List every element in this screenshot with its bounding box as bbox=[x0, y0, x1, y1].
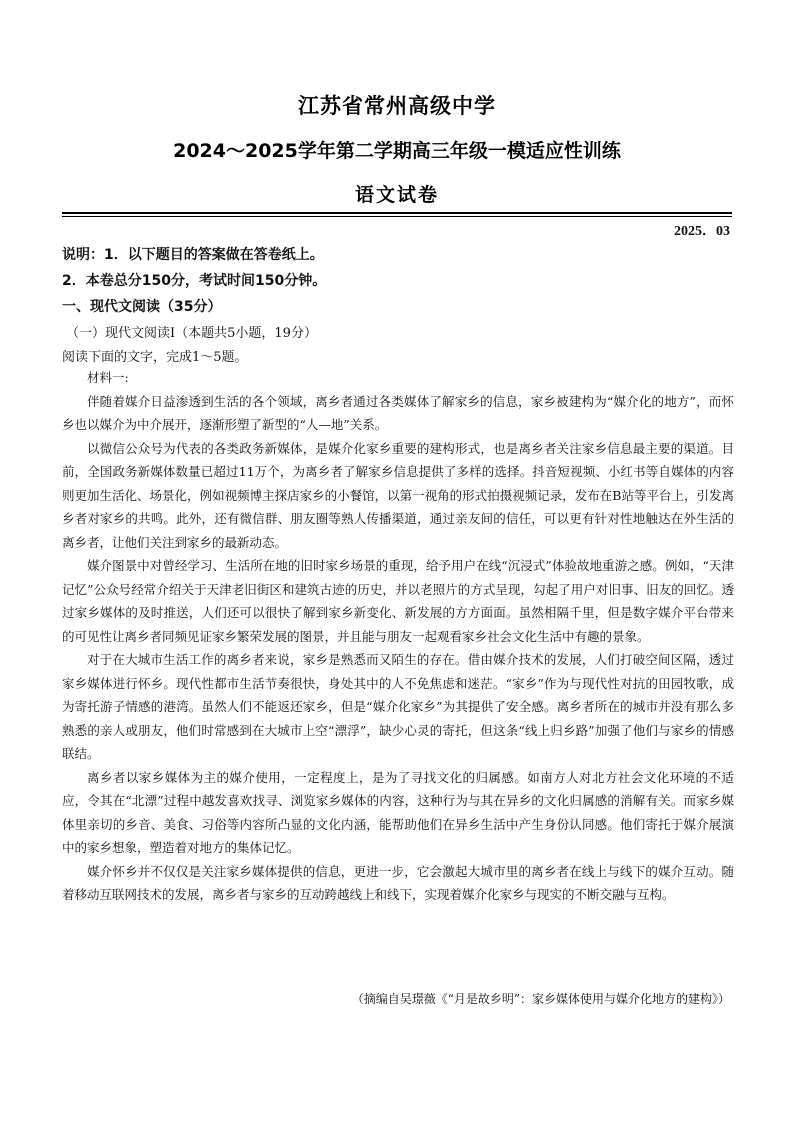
header-rule-thin bbox=[62, 216, 732, 217]
exam-date: 2025．03 bbox=[674, 224, 730, 239]
paragraph: 对于在大城市生活工作的离乡者来说，家乡是熟悉而又陌生的存在。借由媒介技术的发展，人们打破空间区隔，透过家乡媒体进行怀乡。现代性都市生活节奏很快，身处其中的人不免焦虑和迷茫。“家乡”作为与现代性对抗的田园牧歌，成为寄托游子情感的港湾。虽然人们不能返还家乡，但是“媒介化家乡”为其提供了安全感。离乡者所在的城市并没有那么多熟悉的亲人或朋友，他们时常感到在大城市上空“漂浮”，缺少心灵的寄托，但这条“线上归乡路”加强了他们与家乡的情感联结。 bbox=[62, 652, 734, 761]
subsection-title: （一）现代文阅读Ⅰ（本题共5小题，19分） bbox=[66, 326, 317, 341]
material-one bbox=[62, 366, 734, 907]
paragraph: 媒介图景中对曾经学习、生活所在地的旧时家乡场景的重现，给予用户在线“沉浸式”体验故地重游之感。例如，“天津记忆”公众号经常介绍关于天津老旧街区和建筑古迹的历史，并以老照片的方式呈现，勾起了用户对旧事、旧友的回忆。透过家乡媒体的及时推送，人们还可以很快了解到家乡新变化、新发展的方方面面。虽然相隔千里，但是数字媒介平台带来的可见性让离乡者同频见证家乡繁荣发展的图景，并且能与朋友一起观看家乡社会文化生活中有趣的景象。 bbox=[62, 558, 734, 644]
section-title: 一、现代文阅读（35分） bbox=[62, 299, 222, 315]
paragraph: 媒介怀乡并不仅仅是关注家乡媒体提供的信息，更进一步，它会激起大城市里的离乡者在线上与线下的媒介互动。随着移动互联网技术的发展，离乡者与家乡的互动跨越线上和线下，实现着媒介化家乡与现实的不断交融与互构。 bbox=[62, 863, 734, 902]
paragraph: 离乡者以家乡媒体为主的媒介使用，一定程度上，是为了寻找文化的归属感。如南方人对北方社会文化环境的不适应，令其在“北漂”过程中越发喜欢找寻、浏览家乡媒体的内容，这种行为与其在异乡的文化归属感的消解有关。而家乡媒体里亲切的乡音、美食、习俗等内容所凸显的文化内涵，能帮助他们在异乡生活中产生身份认同感。他们寄托于媒介展演中的家乡想象，塑造着对地方的集体记忆。 bbox=[62, 769, 734, 855]
paragraph: 以微信公众号为代表的各类政务新媒体，是媒介化家乡重要的建构形式，也是离乡者关注家乡信息最主要的渠道。目前，全国政务新媒体数量已超过11万个，为离乡者了解家乡信息提供了多样的选择。抖音短视频、小红书等自媒体的内容则更加生活化、场景化，例如视频博主探店家乡的小餐馆，以第一视角的形式拍摄视频记录，发布在B站等平台上，引发离乡者对家乡的共鸣。此外，还有微信群、朋友圈等熟人传播渠道，通过亲友间的信任，可以更有针对性地触达在外生活的离乡者，让他们关注到家乡的最新动态。 bbox=[62, 440, 734, 550]
material-label: 材料一: bbox=[87, 370, 129, 385]
header-rule-thick bbox=[62, 212, 732, 214]
school-title: 江苏省常州高级中学 bbox=[298, 94, 496, 118]
material-source: （摘编自吴璟薇《“月是故乡明”：家乡媒体使用与媒介化地方的建构》） bbox=[351, 992, 730, 1006]
note-1: 说明：1．以下题目的答案做在答卷纸上。 bbox=[62, 247, 324, 263]
subject-title: 语文试卷 bbox=[354, 184, 439, 206]
exam-title: 2024～2025学年第二学期高三年级一模适应性训练 bbox=[173, 140, 621, 162]
paragraph: 伴随着媒介日益渗透到生活的各个领域，离乡者通过各类媒体了解家乡的信息，家乡被建构为“媒介化的地方”，而怀乡也以媒介为中介展开，逐渐形塑了新型的“人—地”关系。 bbox=[62, 393, 734, 432]
reading-instruction: 阅读下面的文字，完成1～5题。 bbox=[62, 350, 248, 365]
note-2: 2．本卷总分150分，考试时间150分钟。 bbox=[62, 273, 327, 289]
